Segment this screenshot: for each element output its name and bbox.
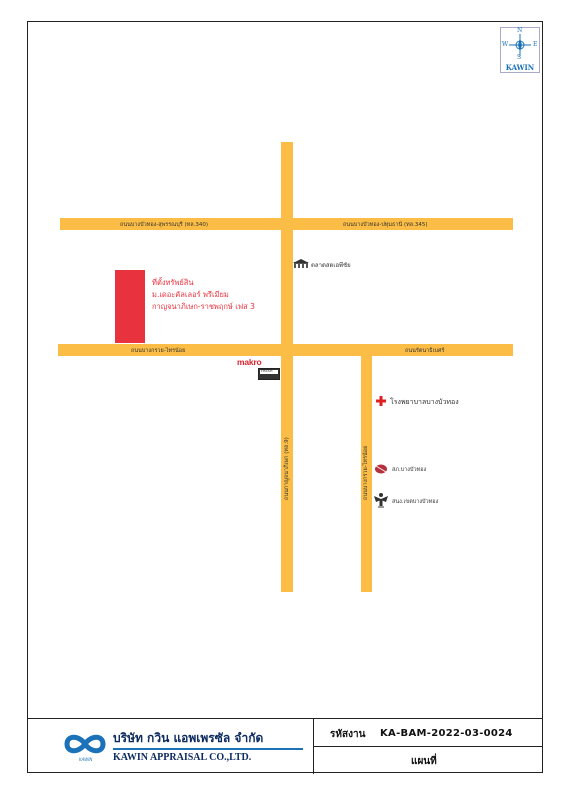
road-label-top-right: ถนนบางบัวทอง-ปทุมธานี (ทล.345) [343, 222, 428, 228]
company-name-en: KAWIN APPRAISAL CO.,LTD. [113, 752, 252, 763]
road-label-mid-left: ถนนบางกรวย-ไทรน้อย [131, 348, 186, 354]
compass [500, 27, 540, 73]
road-label-vertical-main: ถนนกาญจนาภิเษก (ทล.9) [284, 437, 290, 500]
road-vertical-main [281, 142, 293, 592]
footer-divider-horizontal [313, 746, 543, 747]
road-label-vertical-right: ถนนบางกรวย-ไทรน้อย [363, 445, 369, 500]
compass-e: E [533, 41, 538, 48]
property-site-marker [115, 270, 145, 343]
job-code-value: KA-BAM-2022-03-0024 [380, 728, 513, 739]
market-label: ตลาดสดเอพีชัย [311, 262, 351, 269]
hospital-label: โรงพยาบาลบางบัวทอง [390, 398, 459, 406]
company-underline [113, 748, 303, 750]
store-sign-text: FRESH [261, 369, 273, 373]
road-label-top-left: ถนนบางบัวทอง-สุพรรณบุรี (ทล.340) [120, 222, 209, 228]
compass-n: N [517, 27, 523, 34]
hospital-cross-icon [376, 396, 386, 406]
site-line-1: ที่ตั้งทรัพย์สิน [152, 278, 194, 287]
makro-logo: makro [237, 357, 262, 367]
site-line-2: ม.เดอะคัลเลอร์ พรีเมียม [152, 290, 229, 299]
district-office-label: สนง.เขตบางบัวทอง [392, 499, 439, 505]
company-name-th: บริษัท กวิน แอพเพรซัล จำกัด [113, 731, 264, 745]
police-label: สภ.บางบัวทอง [392, 467, 427, 473]
site-line-3: กาญจนาภิเษก-ราชพฤกษ์ เฟส 3 [152, 302, 255, 311]
logo-caption: KAWIN [79, 757, 93, 762]
compass-brand: KAWIN [505, 63, 535, 72]
garuda-emblem-icon [374, 492, 388, 508]
property-site-label [152, 277, 255, 313]
compass-s: S [517, 54, 522, 61]
footer [27, 718, 543, 774]
document-title: แผนที่ [411, 756, 437, 767]
road-label-mid-right: ถนนรัตนาธิเบศร์ [405, 348, 445, 354]
store-sign-icon [258, 368, 280, 380]
police-badge-icon [374, 463, 388, 475]
job-code-label: รหัสงาน [330, 729, 366, 740]
kawin-logo-icon [63, 732, 107, 758]
market-icon [293, 259, 309, 268]
compass-w: W [502, 41, 509, 48]
